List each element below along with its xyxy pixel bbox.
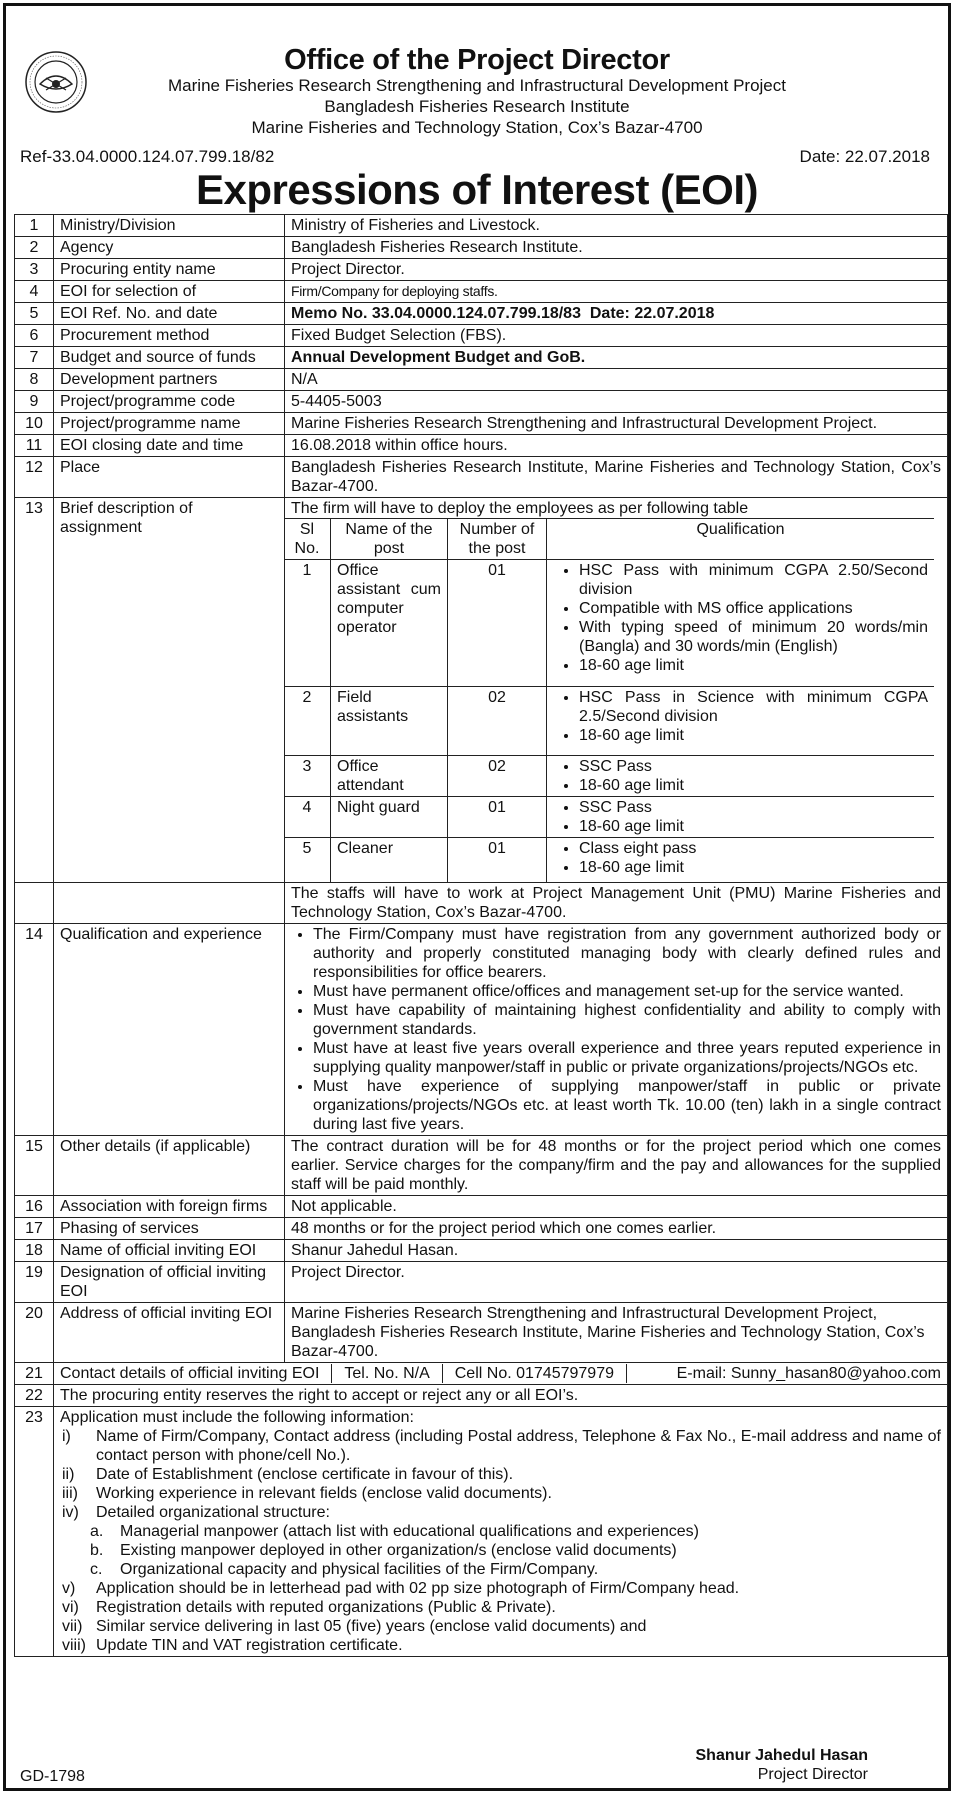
row-number: 6 [15, 325, 54, 347]
post-sl: 5 [284, 838, 331, 883]
row-value: The firm will have to deploy the employees as per following table [291, 500, 749, 517]
list-item: • Must have experience of supplying manpower/staff in public or private organizations/projects/NGOs etc. at least worth Tk. 10.00 (ten) lakh in a single contract during last five years. [313, 1077, 941, 1134]
list-item: • SSC Pass [579, 757, 928, 776]
row-value: The contract duration will be for 48 months or for the project period which one comes earlier. Service charges for the company/firm and the pay and allowances for the supplied staff will be paid monthly. [285, 1136, 948, 1196]
table-row [15, 1240, 948, 1262]
row-label: Procuring entity name [54, 259, 285, 281]
table-row [15, 435, 948, 457]
list-item: • Must have capability of maintaining highest confidentiality and ability to comply with government standards. [313, 1001, 941, 1039]
table-row [15, 325, 948, 347]
list-item: ii) Date of Establishment (enclose certificate in favour of this). [62, 1466, 514, 1483]
gd-code: GD-1798 [20, 1768, 85, 1785]
document-date: Date: 22.07.2018 [799, 147, 930, 166]
table-row [284, 560, 934, 687]
station-address: Marine Fisheries and Technology Station, Cox’s Bazar-4700 [251, 118, 703, 137]
qualification-list [553, 688, 928, 745]
post-sl: 1 [284, 560, 331, 687]
row-number: 3 [15, 259, 54, 281]
posts-header-number: Number of the post [448, 519, 547, 560]
table-row [15, 413, 948, 435]
office-title: Office of the Project Director [284, 44, 670, 76]
row-number: 16 [15, 1196, 54, 1218]
list-item: vii) Similar service delivering in last 05 (five) years (enclose valid documents) and [62, 1618, 647, 1635]
table-row [15, 1218, 948, 1240]
row-label: Association with foreign firms [54, 1196, 285, 1218]
row-value: Bangladesh Fisheries Research Institute. [285, 237, 948, 259]
list-item: c. Organizational capacity and physical facilities of the Firm/Company. [90, 1561, 599, 1578]
eoi-table [14, 214, 948, 1657]
row-label: Other details (if applicable) [54, 1136, 285, 1196]
posts-table [284, 518, 934, 882]
row-label: Designation of official inviting EOI [54, 1262, 285, 1303]
list-item: • HSC Pass in Science with minimum CGPA 2.5/Second division [579, 688, 928, 726]
list-item: • Class eight pass [579, 839, 928, 858]
row-label: Phasing of services [54, 1218, 285, 1240]
qualification-list [553, 839, 928, 877]
list-item: a. Managerial manpower (attach list with educational qualifications and experiences) [90, 1523, 699, 1540]
row-value: Fixed Budget Selection (FBS). [285, 325, 948, 347]
signature-block [696, 1746, 869, 1784]
table-row [15, 215, 948, 237]
list-item: viii) Update TIN and VAT registration certificate. [62, 1637, 403, 1654]
post-name: Office assistant cum computer operator [331, 560, 448, 687]
telephone-number: Tel. No. N/A [344, 1364, 442, 1383]
table-row [284, 756, 934, 797]
list-item: • 18-60 age limit [579, 726, 928, 745]
list-item: • SSC Pass [579, 798, 928, 817]
list-item: • Compatible with MS office applications [579, 599, 928, 618]
row-value: Ministry of Fisheries and Livestock. [285, 215, 948, 237]
row-label: Agency [54, 237, 285, 259]
post-name: Cleaner [331, 838, 448, 883]
email-address: E-mail: Sunny_hasan80@yahoo.com [676, 1365, 941, 1382]
post-name: Field assistants [331, 687, 448, 756]
row-number: 12 [15, 457, 54, 498]
list-item: • Must have permanent office/offices and management set-up for the service wanted. [313, 982, 941, 1001]
post-count: 01 [448, 797, 547, 838]
table-row [15, 1196, 948, 1218]
row-value: Not applicable. [285, 1196, 948, 1218]
row-number: 8 [15, 369, 54, 391]
row-label: Procurement method [54, 325, 285, 347]
application-intro: Application must include the following information: [60, 1409, 414, 1426]
row-label: EOI closing date and time [54, 435, 285, 457]
row-number: 14 [15, 924, 54, 1136]
row-number: 5 [15, 303, 54, 325]
posts-header-sl: Sl No. [284, 519, 331, 560]
table-row [15, 347, 948, 369]
contact-details [60, 1364, 941, 1383]
table-row [15, 1363, 948, 1385]
list-item: • 18-60 age limit [579, 817, 928, 836]
post-name: Office attendant [331, 756, 448, 797]
post-sl: 3 [284, 756, 331, 797]
row-label: EOI Ref. No. and date [54, 303, 285, 325]
row-value: The staffs will have to work at Project Management Unit (PMU) Marine Fisheries and Technology Station, Cox’s Bazar-4700. [285, 883, 948, 924]
contact-label: Contact details of official inviting EOI [60, 1364, 332, 1383]
qualification-list [553, 757, 928, 795]
table-row [15, 1262, 948, 1303]
qualification-list [553, 798, 928, 836]
posts-header [284, 519, 934, 560]
list-item: vi) Registration details with reputed organizations (Public & Private). [62, 1599, 556, 1616]
row-number: 10 [15, 413, 54, 435]
list-item: iii) Working experience in relevant fields (enclose valid documents). [62, 1485, 552, 1502]
table-row [15, 1385, 948, 1407]
row-number: 19 [15, 1262, 54, 1303]
table-row [15, 369, 948, 391]
row-number: 20 [15, 1303, 54, 1363]
row-number: 9 [15, 391, 54, 413]
qualification-list [553, 561, 928, 675]
row-number: 7 [15, 347, 54, 369]
table-row [15, 391, 948, 413]
row-value: Marine Fisheries Research Strengthening and Infrastructural Development Project. [285, 413, 948, 435]
row-value: Project Director. [285, 1262, 948, 1303]
eoi-heading: Expressions of Interest (EOI) [196, 166, 758, 213]
row-label: Development partners [54, 369, 285, 391]
post-count: 01 [448, 560, 547, 687]
row-value: The procuring entity reserves the right to accept or reject any or all EOI’s. [54, 1385, 948, 1407]
post-count: 02 [448, 687, 547, 756]
row-label: Qualification and experience [54, 924, 285, 1136]
post-count: 01 [448, 838, 547, 883]
row-number: 17 [15, 1218, 54, 1240]
row-number: 1 [15, 215, 54, 237]
institute-name: Bangladesh Fisheries Research Institute [324, 97, 630, 116]
row-label: Address of official inviting EOI [54, 1303, 285, 1363]
row-value: Firm/Company for deploying staffs. [285, 281, 948, 303]
row-label: Budget and source of funds [54, 347, 285, 369]
posts-header-name: Name of the post [331, 519, 448, 560]
post-sl: 2 [284, 687, 331, 756]
table-row [15, 883, 948, 924]
row-value: Project Director. [285, 259, 948, 281]
table-row [15, 924, 948, 1136]
post-sl: 4 [284, 797, 331, 838]
list-item: b. Existing manpower deployed in other organization/s (enclose valid documents) [90, 1542, 677, 1559]
list-item: • 18-60 age limit [579, 858, 928, 877]
application-requirements [60, 1427, 941, 1655]
reference-number: Ref-33.04.0000.124.07.799.18/82 [20, 147, 275, 166]
list-item: • The Firm/Company must have registration from any government authorized body or authority and properly constituted managing body with clearly defined rules and responsibilities for office bearers. [313, 925, 941, 982]
list-item: • With typing speed of minimum 20 words/min (Bangla) and 30 words/min (English) [579, 618, 928, 656]
row-number: 2 [15, 237, 54, 259]
row-number: 21 [15, 1363, 54, 1385]
signatory-designation: Project Director [757, 1766, 868, 1783]
row-value: Annual Development Budget and GoB. [285, 347, 948, 369]
row-label: Name of official inviting EOI [54, 1240, 285, 1262]
row-value: 16.08.2018 within office hours. [285, 435, 948, 457]
row-number: 18 [15, 1240, 54, 1262]
table-row [15, 1136, 948, 1196]
signatory-name: Shanur Jahedul Hasan [695, 1747, 868, 1764]
row-label: EOI for selection of [54, 281, 285, 303]
row-label: Brief description of assignment [54, 498, 285, 883]
row-number: 23 [15, 1407, 54, 1657]
table-row [15, 259, 948, 281]
row-label: Project/programme code [54, 391, 285, 413]
table-row [15, 498, 948, 883]
table-row [284, 687, 934, 756]
posts-header-qualification: Qualification [547, 519, 935, 560]
table-row [15, 281, 948, 303]
list-item: • 18-60 age limit [579, 776, 928, 795]
table-row [15, 1303, 948, 1363]
row-value: 5-4405-5003 [285, 391, 948, 413]
row-label: Project/programme name [54, 413, 285, 435]
list-item: v) Application should be in letterhead pad with 02 pp size photograph of Firm/Company head. [62, 1580, 740, 1597]
list-item: • 18-60 age limit [579, 656, 928, 675]
table-row [284, 838, 934, 883]
row-value: N/A [285, 369, 948, 391]
row-number: 15 [15, 1136, 54, 1196]
row-label: Place [54, 457, 285, 498]
table-row [15, 303, 948, 325]
memo-number: Memo No. 33.04.0000.124.07.799.18/83 Date: 22.07.2018 [285, 303, 948, 325]
row-number: 13 [15, 498, 54, 883]
row-number: 4 [15, 281, 54, 303]
row-value: Marine Fisheries Research Strengthening and Infrastructural Development Project, Bangladesh Fisheries Research Institute, Marine Fisheries and Technology Station, Cox’s Bazar-4700. [285, 1303, 948, 1363]
list-item: • HSC Pass with minimum CGPA 2.50/Second division [579, 561, 928, 599]
qualification-list [291, 925, 941, 1134]
post-name: Night guard [331, 797, 448, 838]
row-value: Bangladesh Fisheries Research Institute, Marine Fisheries and Technology Station, Cox’s Bazar-4700. [285, 457, 948, 498]
project-name: Marine Fisheries Research Strengthening and Infrastructural Development Project [168, 76, 786, 95]
list-item: • Must have at least five years overall experience and three years reputed experience in supplying quality manpower/staff in public or private organizations/projects/NGOs etc. [313, 1039, 941, 1077]
row-label: Ministry/Division [54, 215, 285, 237]
table-row [15, 457, 948, 498]
row-number: 11 [15, 435, 54, 457]
table-row [15, 237, 948, 259]
list-item: iv) Detailed organizational structure: [62, 1504, 330, 1521]
table-row [15, 1407, 948, 1657]
table-row [284, 797, 934, 838]
row-value: Shanur Jahedul Hasan. [285, 1240, 948, 1262]
eoi-page [3, 3, 951, 1791]
row-number: 22 [15, 1385, 54, 1407]
row-value: 48 months or for the project period which one comes earlier. [285, 1218, 948, 1240]
list-item: i) Name of Firm/Company, Contact address (including Postal address, Telephone & Fax No., E-mail address and name of contact person with phone/cell No.). [62, 1428, 941, 1464]
post-count: 02 [448, 756, 547, 797]
cell-number: Cell No. 01745797979 [455, 1364, 627, 1383]
